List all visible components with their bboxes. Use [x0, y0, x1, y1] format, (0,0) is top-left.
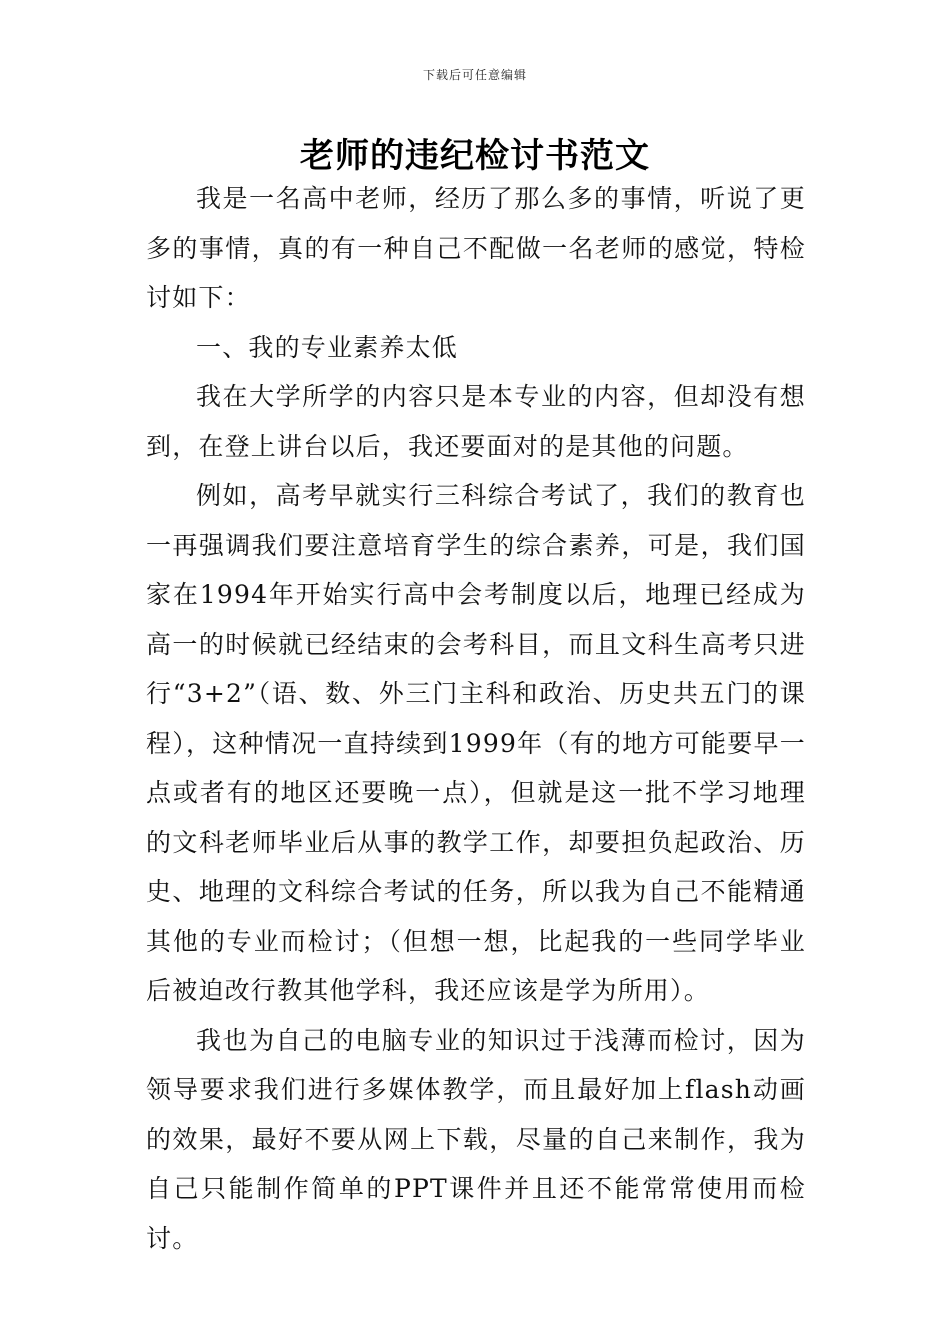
paragraph-university: 我在大学所学的内容只是本专业的内容，但却没有想到，在登上讲台以后，我还要面对的是其他的问题。 [146, 382, 806, 461]
document-body [146, 174, 806, 1263]
section-heading-1: 一、我的专业素养太低 [196, 332, 459, 362]
document-title: 老师的违纪检讨书范文 [300, 136, 650, 176]
paragraph-example: 例如，高考早就实行三科综合考试了，我们的教育也一再强调我们要注意培育学生的综合素养，可是，我们国家在1994年开始实行高中会考制度以后，地理已经成为高一的时候就已经结束的会考科目，而且文科生高考只进行“3+2”（语、数、外三门主科和政治、历史共五门的课程），这种情况一直持续到1999年（有的地方可能要早一点或者有的地区还要晚一点），但就是这一批不学习地理的文科老师毕业后从事的教学工作，却要担负起政治、历史、地理的文科综合考试的任务，所以我为自己不能精通其他的专业而检讨；（但想一想，比起我的一些同学毕业后被迫改行教其他学科，我还应该是学为所用）。 [146, 481, 806, 1005]
paragraph-computer: 我也为自己的电脑专业的知识过于浅薄而检讨，因为领导要求我们进行多媒体教学，而且最好加上flash动画的效果，最好不要从网上下载，尽量的自己来制作，我为自己只能制作简单的PPT课件并且还不能常常使用而检讨。 [146, 1025, 806, 1253]
header-note: 下载后可任意编辑 [422, 68, 527, 82]
paragraph-intro: 我是一名高中老师，经历了那么多的事情，听说了更多的事情，真的有一种自己不配做一名老师的感觉，特检讨如下： [146, 184, 806, 312]
